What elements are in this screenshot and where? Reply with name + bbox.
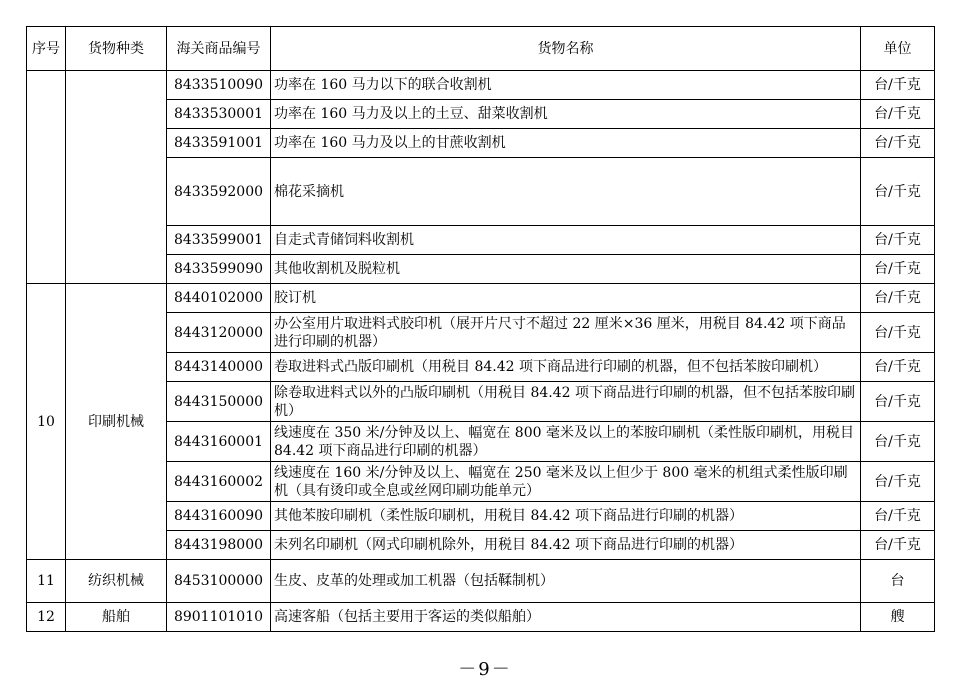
unit-cell: 台/千克 [861,71,935,100]
code-cell: 8443140000 [167,353,271,382]
code-cell: 8443150000 [167,382,271,422]
name-cell: 其他收割机及脱粒机 [271,255,861,284]
unit-cell: 台/千克 [861,531,935,560]
unit-cell: 台/千克 [861,158,935,226]
seq-cell: 12 [27,603,66,632]
name-cell: 棉花采摘机 [271,158,861,226]
header-name: 货物名称 [271,27,861,71]
unit-cell: 台/千克 [861,382,935,422]
table-row [27,284,935,313]
name-cell: 未列名印刷机（网式印刷机除外，用税目 84.42 项下商品进行印刷的机器） [271,531,861,560]
header-unit: 单位 [861,27,935,71]
unit-cell: 台/千克 [861,422,935,462]
unit-cell: 台/千克 [861,129,935,158]
seq-cell: 10 [27,284,66,560]
category-cell: 船舶 [66,603,167,632]
name-cell: 功率在 160 马力及以上的土豆、甜菜收割机 [271,100,861,129]
name-cell: 办公室用片取进料式胶印机（展开片尺寸不超过 22 厘米×36 厘米，用税目 84.42 项下商品进行印刷的机器） [271,313,861,353]
header-category: 货物种类 [66,27,167,71]
seq-cell: 11 [27,560,66,603]
code-cell: 8433599001 [167,226,271,255]
name-cell: 功率在 160 马力及以上的甘蔗收割机 [271,129,861,158]
unit-cell: 台/千克 [861,100,935,129]
seq-cell [27,71,66,284]
unit-cell: 台/千克 [861,462,935,502]
name-cell: 胶订机 [271,284,861,313]
header-seq: 序号 [27,27,66,71]
code-cell: 8443120000 [167,313,271,353]
code-cell: 8443198000 [167,531,271,560]
unit-cell: 台 [861,560,935,603]
name-cell: 线速度在 160 米/分钟及以上、幅宽在 250 毫米及以上但少于 800 毫米的机组式柔性版印刷机（具有烫印或全息或丝网印刷功能单元） [271,462,861,502]
code-cell: 8433591001 [167,129,271,158]
name-cell: 自走式青储饲料收割机 [271,226,861,255]
code-cell: 8453100000 [167,560,271,603]
category-cell [66,71,167,284]
code-cell: 8443160090 [167,502,271,531]
category-cell: 印刷机械 [66,284,167,560]
unit-cell: 台/千克 [861,255,935,284]
name-cell: 高速客船（包括主要用于客运的类似船舶） [271,603,861,632]
table-header-row [27,27,935,71]
code-cell: 8440102000 [167,284,271,313]
code-cell: 8433510090 [167,71,271,100]
unit-cell: 台/千克 [861,502,935,531]
unit-cell: 台/千克 [861,353,935,382]
name-cell: 除卷取进料式以外的凸版印刷机（用税目 84.42 项下商品进行印刷的机器，但不包括苯胺印刷机） [271,382,861,422]
header-code: 海关商品编号 [167,27,271,71]
table-row [27,603,935,632]
name-cell: 卷取进料式凸版印刷机（用税目 84.42 项下商品进行印刷的机器，但不包括苯胺印刷机） [271,353,861,382]
name-cell: 生皮、皮革的处理或加工机器（包括鞣制机） [271,560,861,603]
name-cell: 线速度在 350 米/分钟及以上、幅宽在 800 毫米及以上的苯胺印刷机（柔性版印刷机，用税目 84.42 项下商品进行印刷的机器） [271,422,861,462]
table-row [27,560,935,603]
name-cell: 功率在 160 马力以下的联合收割机 [271,71,861,100]
unit-cell: 台/千克 [861,284,935,313]
code-cell: 8901101010 [167,603,271,632]
name-cell: 其他苯胺印刷机（柔性版印刷机，用税目 84.42 项下商品进行印刷的机器） [271,502,861,531]
unit-cell: 艘 [861,603,935,632]
unit-cell: 台/千克 [861,226,935,255]
code-cell: 8443160001 [167,422,271,462]
code-cell: 8443160002 [167,462,271,502]
unit-cell: 台/千克 [861,313,935,353]
code-cell: 8433530001 [167,100,271,129]
goods-table [26,26,935,632]
page-number: －9－ [458,659,512,680]
category-cell: 纺织机械 [66,560,167,603]
table-row [27,71,935,100]
code-cell: 8433592000 [167,158,271,226]
code-cell: 8433599090 [167,255,271,284]
